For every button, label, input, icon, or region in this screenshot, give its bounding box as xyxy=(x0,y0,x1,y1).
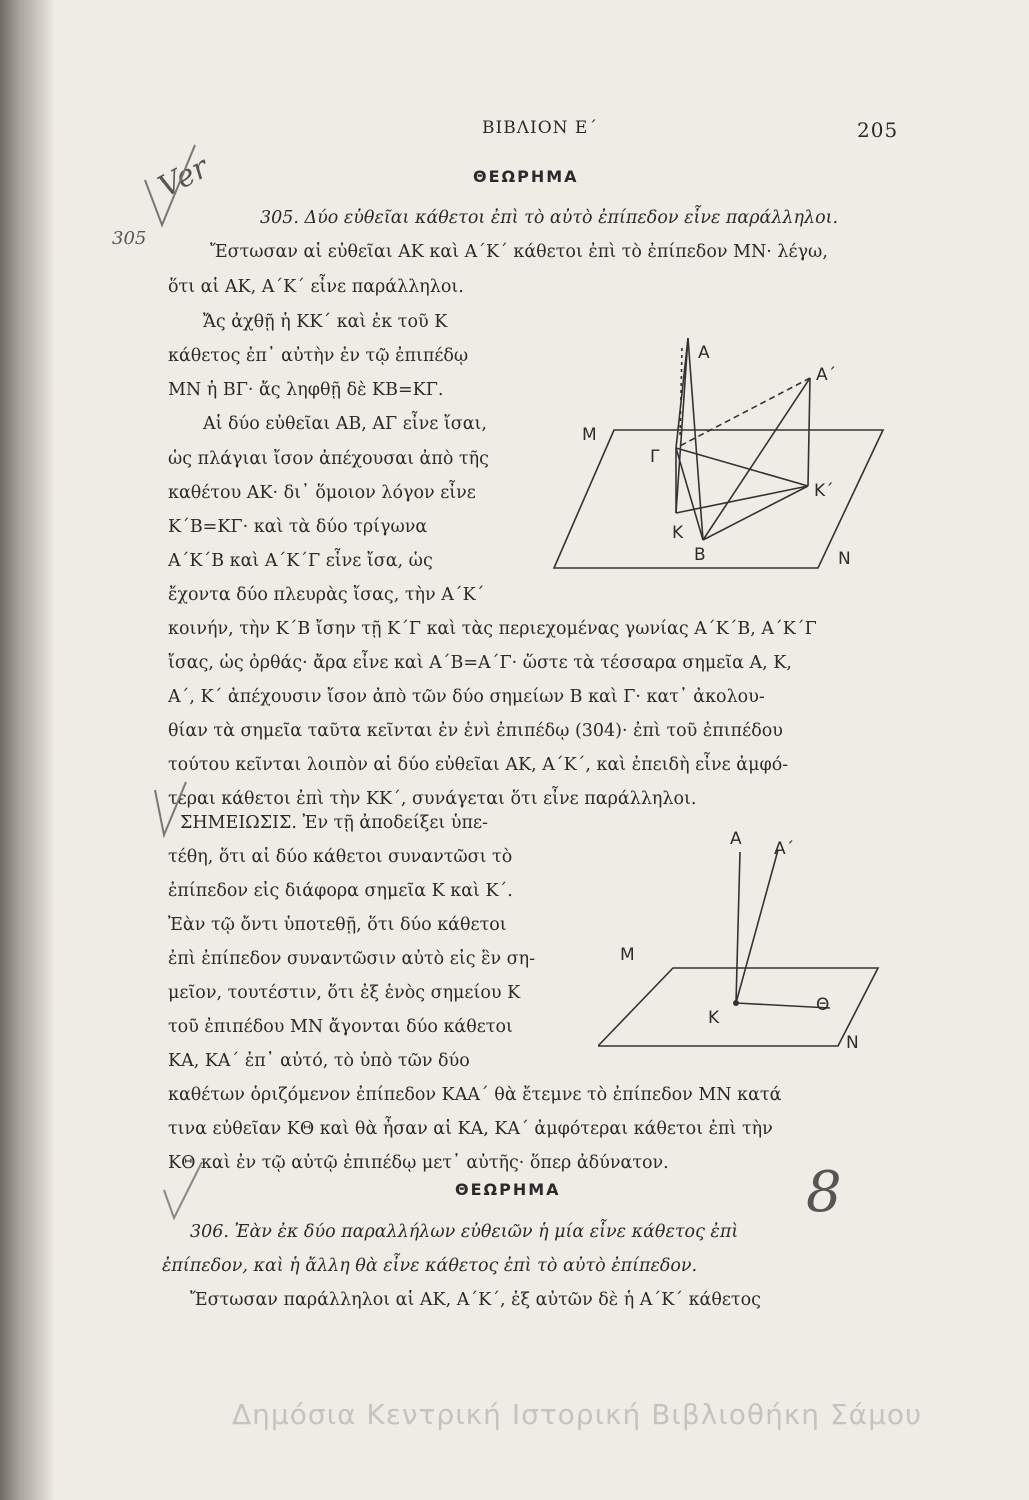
text-line: Ἔστωσαν παράλληλοι αἱ ΑΚ, Α΄Κ΄, ἐξ αὐτῶν δὲ ἡ Α΄Κ΄ κάθετος xyxy=(190,1290,761,1310)
fig1-label-m: Μ xyxy=(582,425,597,445)
fig2-label-n: Ν xyxy=(846,1033,859,1050)
text-line: ὡς πλάγιαι ἴσον ἀπέχουσαι ἀπὸ τῆς xyxy=(168,449,489,469)
plane-mn-2 xyxy=(598,968,878,1046)
fig1-label-gamma: Γ xyxy=(650,447,660,467)
fig1-label-k-prime: Κ΄ xyxy=(814,481,834,501)
handwritten-mark: 8 xyxy=(806,1160,842,1225)
page-number: 205 xyxy=(857,118,899,142)
text-line: θίαν τὰ σημεῖα ταῦτα κεῖνται ἐν ἑνὶ ἐπιπέδῳ (304)· ἐπὶ τοῦ ἐπιπέδου xyxy=(168,721,783,741)
text-line: Α΄, Κ΄ ἀπέχουσιν ἴσον ἀπὸ τῶν δύο σημείων Β καὶ Γ· κατ᾽ ἀκολου- xyxy=(168,687,765,707)
text-line: τεραι κάθετοι ἐπὶ τὴν ΚΚ΄, συνάγεται ὅτι εἶνε παράλληλοι. xyxy=(168,789,697,809)
fig1-label-k: Κ xyxy=(672,523,684,543)
text-line: κάθετος ἐπ᾽ αὐτὴν ἐν τῷ ἐπιπέδῳ xyxy=(168,346,469,366)
note-line: καθέτων ὁριζόμενον ἐπίπεδον ΚΑΑ΄ θὰ ἔτεμνε τὸ ἐπίπεδον ΜΝ κατά xyxy=(168,1085,782,1105)
fig1-label-n: Ν xyxy=(838,549,851,569)
text-line: ἔχοντα δύο πλευρὰς ἴσας, τὴν Α΄Κ΄ xyxy=(168,585,485,605)
fig2-label-m: Μ xyxy=(620,945,635,965)
note-heading: ΣΗΜΕΙΩΣΙΣ. Ἐν τῇ ἀποδείξει ὑπε- xyxy=(180,813,488,833)
theorem-heading-2: ΘΕΩΡΗΜΑ xyxy=(455,1180,561,1199)
theorem-306-statement: 306. Ἐὰν ἐκ δύο παραλλήλων εὐθειῶν ἡ μία εἶνε κάθετος ἐπὶ xyxy=(190,1222,739,1242)
note-line: ΚΘ καὶ ἐν τῷ αὐτῷ ἐπιπέδῳ μετ᾽ αὐτῆς· ὅπερ ἀδύνατον. xyxy=(168,1153,669,1173)
library-watermark: Δημόσια Κεντρική Ιστορική Βιβλιοθήκη Σάμου xyxy=(232,1398,923,1431)
fig1-label-b: Β xyxy=(694,545,706,565)
note-line: τοῦ ἐπιπέδου ΜΝ ἄγονται δύο κάθετοι xyxy=(168,1017,513,1037)
figure-note-diagram xyxy=(598,820,883,1050)
text-line: Κ΄Β=ΚΓ· καὶ τὰ δύο τρίγωνα xyxy=(168,517,428,537)
checkmark-icon xyxy=(150,780,190,840)
checkmark-icon xyxy=(160,1160,205,1220)
text-line: Αἱ δύο εὐθεῖαι ΑΒ, ΑΓ εἶνε ἴσαι, xyxy=(203,414,487,434)
text-line: Ἔστωσαν αἱ εὐθεῖαι ΑΚ καὶ Α΄Κ΄ κάθετοι ἐπὶ τὸ ἐπίπεδον ΜΝ· λέγω, xyxy=(210,242,828,262)
note-line: ἐπίπεδον εἰς διάφορα σημεῖα Κ καὶ Κ΄. xyxy=(168,881,513,901)
point-k xyxy=(733,1000,739,1006)
page-edge-shadow xyxy=(0,0,55,1500)
checkmark-icon xyxy=(140,140,200,230)
text-line: Α΄Κ΄Β καὶ Α΄Κ΄Γ εἶνε ἴσα, ὡς xyxy=(168,551,433,571)
handwritten-note: Ver xyxy=(152,150,215,205)
fig2-label-a: Α xyxy=(730,829,742,849)
fig1-label-a: Α xyxy=(698,343,710,363)
text-line: τούτου κεῖνται λοιπὸν αἱ δύο εὐθεῖαι ΑΚ, Α΄Κ΄, καὶ ἐπειδὴ εἶνε ἀμφό- xyxy=(168,755,789,775)
note-line: Ἐὰν τῷ ὄντι ὑποτεθῇ, ὅτι δύο κάθετοι xyxy=(168,915,507,935)
note-line: τέθη, ὅτι αἱ δύο κάθετοι συναντῶσι τὸ xyxy=(168,847,513,867)
text-line: κοινήν, τὴν Κ΄Β ἴσην τῇ Κ΄Γ καὶ τὰς περιεχομένας γωνίας Α΄Κ΄Β, Α΄Κ΄Γ xyxy=(168,619,817,639)
fig1-label-a-prime: Α΄ xyxy=(816,365,837,385)
figure-305-diagram xyxy=(548,318,888,598)
fig2-label-a-prime: Α΄ xyxy=(774,839,795,859)
note-line: μεῖον, τουτέστιν, ὅτι ἐξ ἑνὸς σημείου Κ xyxy=(168,983,521,1003)
fig2-label-k: Κ xyxy=(708,1008,720,1028)
text-line: καθέτου ΑΚ· δι᾽ ὅμοιον λόγον εἶνε xyxy=(168,483,476,503)
fig2-label-theta: Θ xyxy=(816,995,830,1015)
text-line: ἴσας, ὡς ὀρθάς· ἄρα εἶνε καὶ Α΄Β=Α΄Γ· ὥστε τὰ τέσσαρα σημεῖα Α, Κ, xyxy=(168,653,792,673)
note-line: ἐπὶ ἐπίπεδον συναντῶσιν αὐτὸ εἰς ἓν ση- xyxy=(168,949,536,969)
theorem-305-statement: 305. Δύο εὐθεῖαι κάθετοι ἐπὶ τὸ αὐτὸ ἐπίπεδον εἶνε παράλληλοι. xyxy=(260,208,839,228)
book-title: ΒΙΒΛΙΟΝ Ε΄ xyxy=(482,118,598,138)
text-line: Ἄς ἀχθῇ ἡ ΚΚ΄ καὶ ἐκ τοῦ Κ xyxy=(203,312,448,332)
handwritten-number: 305 xyxy=(112,228,147,249)
theorem-306-statement-cont: ἐπίπεδον, καὶ ἡ ἄλλη θὰ εἶνε κάθετος ἐπὶ τὸ αὐτὸ ἐπίπεδον. xyxy=(162,1256,698,1276)
note-line: ΚΑ, ΚΑ΄ ἐπ᾽ αὐτό, τὸ ὑπὸ τῶν δύο xyxy=(168,1051,470,1071)
theorem-heading-1: ΘΕΩΡΗΜΑ xyxy=(473,167,579,186)
text-line: ὅτι αἱ ΑΚ, Α΄Κ΄ εἶνε παράλληλοι. xyxy=(168,277,464,297)
note-line: τινα εὐθεῖαν ΚΘ καὶ θὰ ἦσαν αἱ ΚΑ, ΚΑ΄ ἀμφότεραι κάθετοι ἐπὶ τὴν xyxy=(168,1119,773,1139)
text-line: ΜΝ ἡ ΒΓ· ἄς ληφθῇ δὲ ΚΒ=ΚΓ. xyxy=(168,380,444,400)
